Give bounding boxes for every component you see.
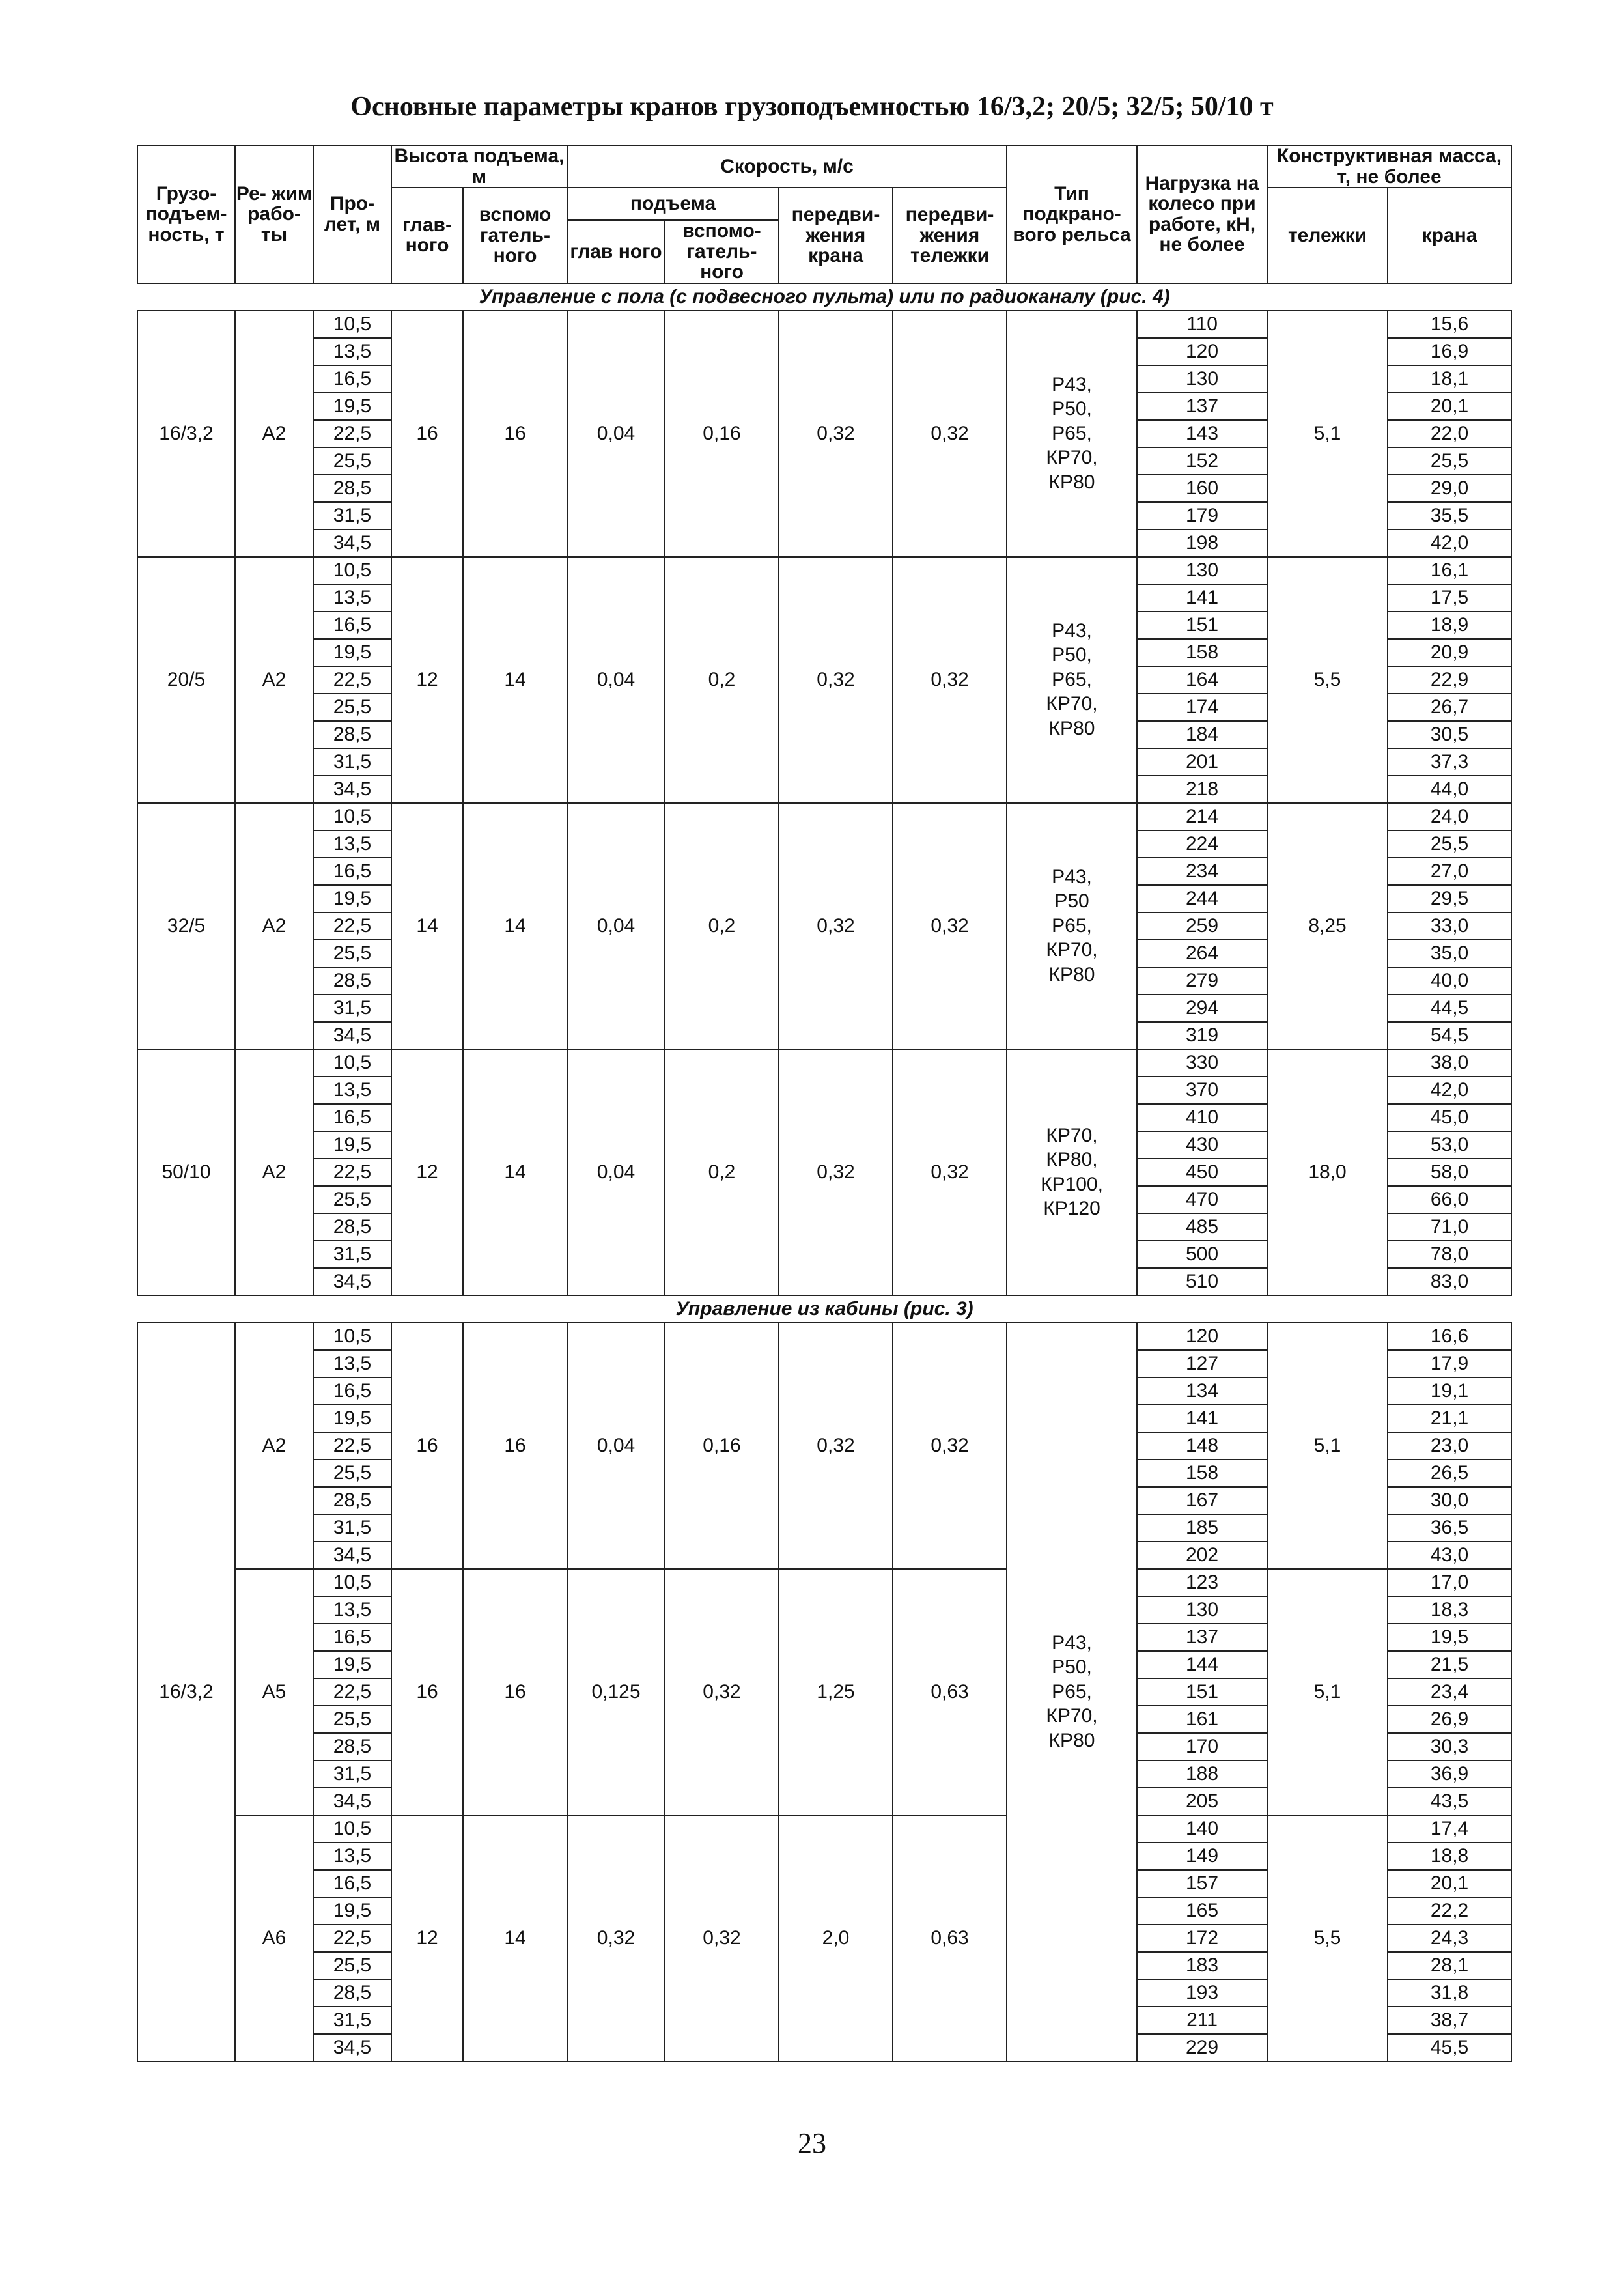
span-cell: 34,5 xyxy=(313,2034,391,2061)
mass-crane-cell: 30,5 xyxy=(1388,721,1511,748)
span-cell: 31,5 xyxy=(313,1514,391,1542)
mass-trolley-cell: 18,0 xyxy=(1267,1049,1388,1295)
height-aux-cell: 14 xyxy=(463,1049,567,1295)
span-cell: 34,5 xyxy=(313,1542,391,1569)
page-number: 23 xyxy=(798,2127,826,2159)
wheel-load-cell: 157 xyxy=(1137,1870,1267,1897)
mass-crane-cell: 54,5 xyxy=(1388,1022,1511,1049)
header-speed-trolley: передви- жения тележки xyxy=(893,188,1007,283)
mass-crane-cell: 17,9 xyxy=(1388,1350,1511,1377)
wheel-load-cell: 294 xyxy=(1137,995,1267,1022)
speed-trolley-cell: 0,32 xyxy=(893,1323,1007,1569)
wheel-load-cell: 218 xyxy=(1137,776,1267,803)
span-cell: 13,5 xyxy=(313,1596,391,1624)
span-cell: 28,5 xyxy=(313,475,391,502)
mass-crane-cell: 35,5 xyxy=(1388,502,1511,530)
mass-crane-cell: 66,0 xyxy=(1388,1186,1511,1213)
wheel-load-cell: 130 xyxy=(1137,557,1267,584)
height-main-cell: 14 xyxy=(391,803,463,1049)
header-mass-trolley: тележки xyxy=(1267,188,1388,283)
mass-crane-cell: 23,4 xyxy=(1388,1678,1511,1706)
wheel-load-cell: 244 xyxy=(1137,885,1267,912)
wheel-load-cell: 167 xyxy=(1137,1487,1267,1514)
span-cell: 25,5 xyxy=(313,447,391,475)
wheel-load-cell: 164 xyxy=(1137,666,1267,694)
span-cell: 10,5 xyxy=(313,1815,391,1843)
wheel-load-cell: 319 xyxy=(1137,1022,1267,1049)
mass-crane-cell: 36,5 xyxy=(1388,1514,1511,1542)
header-span: Про- лет, м xyxy=(313,145,391,283)
height-aux-cell: 14 xyxy=(463,803,567,1049)
speed-lift-main-cell: 0,04 xyxy=(567,1049,665,1295)
wheel-load-cell: 193 xyxy=(1137,1979,1267,2007)
wheel-load-cell: 279 xyxy=(1137,967,1267,995)
span-cell: 22,5 xyxy=(313,666,391,694)
speed-crane-cell: 0,32 xyxy=(779,557,893,803)
section-caption: Управление с пола (с подвесного пульта) или по радиоканалу (рис. 4) xyxy=(137,283,1511,311)
rail-type-cell: КР70, КР80, КР100, КР120 xyxy=(1007,1049,1137,1295)
span-cell: 10,5 xyxy=(313,557,391,584)
speed-trolley-cell: 0,32 xyxy=(893,803,1007,1049)
span-cell: 28,5 xyxy=(313,1213,391,1241)
span-cell: 22,5 xyxy=(313,912,391,940)
mass-crane-cell: 25,5 xyxy=(1388,447,1511,475)
header-speed-lift-aux: вспомо- гатель- ного xyxy=(665,220,779,283)
wheel-load-cell: 229 xyxy=(1137,2034,1267,2061)
mass-crane-cell: 58,0 xyxy=(1388,1159,1511,1186)
mass-crane-cell: 23,0 xyxy=(1388,1432,1511,1460)
header-mass: Конструктивная масса, т, не более xyxy=(1267,145,1511,188)
span-cell: 31,5 xyxy=(313,995,391,1022)
wheel-load-cell: 110 xyxy=(1137,311,1267,338)
height-aux-cell: 14 xyxy=(463,557,567,803)
mass-crane-cell: 44,5 xyxy=(1388,995,1511,1022)
span-cell: 19,5 xyxy=(313,393,391,420)
page-title: Основные параметры кранов грузоподъемностью 16/3,2; 20/5; 32/5; 50/10 т xyxy=(350,92,1274,122)
wheel-load-cell: 174 xyxy=(1137,694,1267,721)
mass-crane-cell: 33,0 xyxy=(1388,912,1511,940)
wheel-load-cell: 264 xyxy=(1137,940,1267,967)
speed-trolley-cell: 0,32 xyxy=(893,1049,1007,1295)
wheel-load-cell: 234 xyxy=(1137,858,1267,885)
span-cell: 19,5 xyxy=(313,1651,391,1678)
height-main-cell: 12 xyxy=(391,1049,463,1295)
mass-crane-cell: 30,0 xyxy=(1388,1487,1511,1514)
mass-crane-cell: 15,6 xyxy=(1388,311,1511,338)
wheel-load-cell: 184 xyxy=(1137,721,1267,748)
span-cell: 28,5 xyxy=(313,721,391,748)
span-cell: 13,5 xyxy=(313,1843,391,1870)
wheel-load-cell: 134 xyxy=(1137,1377,1267,1405)
span-cell: 10,5 xyxy=(313,1049,391,1077)
mass-crane-cell: 45,5 xyxy=(1388,2034,1511,2061)
wheel-load-cell: 185 xyxy=(1137,1514,1267,1542)
mass-crane-cell: 22,9 xyxy=(1388,666,1511,694)
mass-crane-cell: 35,0 xyxy=(1388,940,1511,967)
header-speed: Скорость, м/с xyxy=(567,145,1007,188)
wheel-load-cell: 149 xyxy=(1137,1843,1267,1870)
mass-crane-cell: 71,0 xyxy=(1388,1213,1511,1241)
span-cell: 19,5 xyxy=(313,639,391,666)
wheel-load-cell: 130 xyxy=(1137,365,1267,393)
wheel-load-cell: 500 xyxy=(1137,1241,1267,1268)
mass-crane-cell: 20,1 xyxy=(1388,393,1511,420)
table-row xyxy=(137,1323,1511,1350)
wheel-load-cell: 151 xyxy=(1137,612,1267,639)
span-cell: 16,5 xyxy=(313,1377,391,1405)
speed-crane-cell: 0,32 xyxy=(779,1049,893,1295)
wheel-load-cell: 485 xyxy=(1137,1213,1267,1241)
mass-crane-cell: 36,9 xyxy=(1388,1760,1511,1788)
mass-crane-cell: 45,0 xyxy=(1388,1104,1511,1131)
span-cell: 10,5 xyxy=(313,1323,391,1350)
speed-lift-main-cell: 0,32 xyxy=(567,1815,665,2061)
wheel-load-cell: 137 xyxy=(1137,393,1267,420)
wheel-load-cell: 130 xyxy=(1137,1596,1267,1624)
mass-crane-cell: 18,8 xyxy=(1388,1843,1511,1870)
mass-crane-cell: 30,3 xyxy=(1388,1733,1511,1760)
mass-crane-cell: 21,5 xyxy=(1388,1651,1511,1678)
wheel-load-cell: 330 xyxy=(1137,1049,1267,1077)
table-row xyxy=(137,311,1511,338)
mass-crane-cell: 21,1 xyxy=(1388,1405,1511,1432)
wheel-load-cell: 148 xyxy=(1137,1432,1267,1460)
wheel-load-cell: 123 xyxy=(1137,1569,1267,1596)
mass-crane-cell: 29,5 xyxy=(1388,885,1511,912)
mass-crane-cell: 31,8 xyxy=(1388,1979,1511,2007)
span-cell: 22,5 xyxy=(313,1432,391,1460)
span-cell: 13,5 xyxy=(313,830,391,858)
mass-crane-cell: 26,5 xyxy=(1388,1460,1511,1487)
mass-crane-cell: 22,2 xyxy=(1388,1897,1511,1925)
mass-crane-cell: 19,1 xyxy=(1388,1377,1511,1405)
wheel-load-cell: 141 xyxy=(1137,1405,1267,1432)
mode-cell: А6 xyxy=(235,1815,313,2061)
header-mass-crane: крана xyxy=(1388,188,1511,283)
span-cell: 10,5 xyxy=(313,803,391,830)
span-cell: 16,5 xyxy=(313,1624,391,1651)
wheel-load-cell: 370 xyxy=(1137,1077,1267,1104)
mass-crane-cell: 20,9 xyxy=(1388,639,1511,666)
speed-lift-main-cell: 0,125 xyxy=(567,1569,665,1815)
header-load: Нагрузка на колесо при работе, кН, не более xyxy=(1137,145,1267,283)
mass-crane-cell: 78,0 xyxy=(1388,1241,1511,1268)
header-height-main: глав- ного xyxy=(391,188,463,283)
span-cell: 16,5 xyxy=(313,1104,391,1131)
capacity-cell: 16/3,2 xyxy=(137,311,235,557)
wheel-load-cell: 198 xyxy=(1137,530,1267,557)
mass-crane-cell: 19,5 xyxy=(1388,1624,1511,1651)
span-cell: 34,5 xyxy=(313,1022,391,1049)
wheel-load-cell: 120 xyxy=(1137,338,1267,365)
wheel-load-cell: 141 xyxy=(1137,584,1267,612)
speed-crane-cell: 2,0 xyxy=(779,1815,893,2061)
mass-crane-cell: 24,0 xyxy=(1388,803,1511,830)
speed-crane-cell: 0,32 xyxy=(779,803,893,1049)
rail-type-cell: Р43, Р50, Р65, КР70, КР80 xyxy=(1007,311,1137,557)
mode-cell: А2 xyxy=(235,803,313,1049)
header-speed-lift: подъема xyxy=(567,188,779,220)
span-cell: 28,5 xyxy=(313,1733,391,1760)
mass-crane-cell: 20,1 xyxy=(1388,1870,1511,1897)
span-cell: 10,5 xyxy=(313,311,391,338)
mass-crane-cell: 24,3 xyxy=(1388,1925,1511,1952)
capacity-cell: 50/10 xyxy=(137,1049,235,1295)
height-main-cell: 12 xyxy=(391,557,463,803)
mass-crane-cell: 43,5 xyxy=(1388,1788,1511,1815)
mass-crane-cell: 26,7 xyxy=(1388,694,1511,721)
mass-trolley-cell: 5,5 xyxy=(1267,557,1388,803)
mass-crane-cell: 18,9 xyxy=(1388,612,1511,639)
speed-crane-cell: 0,32 xyxy=(779,311,893,557)
speed-lift-main-cell: 0,04 xyxy=(567,1323,665,1569)
mass-crane-cell: 16,6 xyxy=(1388,1323,1511,1350)
speed-lift-aux-cell: 0,2 xyxy=(665,1049,779,1295)
capacity-cell: 32/5 xyxy=(137,803,235,1049)
span-cell: 25,5 xyxy=(313,1706,391,1733)
header-speed-lift-main: глав ного xyxy=(567,220,665,283)
capacity-cell: 16/3,2 xyxy=(137,1323,235,2061)
span-cell: 19,5 xyxy=(313,885,391,912)
capacity-cell: 20/5 xyxy=(137,557,235,803)
wheel-load-cell: 144 xyxy=(1137,1651,1267,1678)
header-capacity: Грузо- подъем- ность, т xyxy=(137,145,235,283)
height-aux-cell: 16 xyxy=(463,311,567,557)
span-cell: 25,5 xyxy=(313,1460,391,1487)
span-cell: 28,5 xyxy=(313,967,391,995)
height-aux-cell: 16 xyxy=(463,1323,567,1569)
span-cell: 13,5 xyxy=(313,338,391,365)
span-cell: 25,5 xyxy=(313,1952,391,1979)
span-cell: 25,5 xyxy=(313,940,391,967)
table-row xyxy=(137,803,1511,830)
wheel-load-cell: 158 xyxy=(1137,1460,1267,1487)
wheel-load-cell: 259 xyxy=(1137,912,1267,940)
section-caption: Управление из кабины (рис. 3) xyxy=(137,1295,1511,1323)
wheel-load-cell: 158 xyxy=(1137,639,1267,666)
speed-trolley-cell: 0,63 xyxy=(893,1569,1007,1815)
mass-trolley-cell: 5,1 xyxy=(1267,1323,1388,1569)
speed-crane-cell: 1,25 xyxy=(779,1569,893,1815)
span-cell: 19,5 xyxy=(313,1131,391,1159)
section-caption-row xyxy=(137,1295,1511,1323)
span-cell: 10,5 xyxy=(313,1569,391,1596)
header-mode: Ре- жим рабо- ты xyxy=(235,145,313,283)
speed-lift-aux-cell: 0,32 xyxy=(665,1815,779,2061)
mass-trolley-cell: 5,1 xyxy=(1267,311,1388,557)
wheel-load-cell: 140 xyxy=(1137,1815,1267,1843)
height-main-cell: 16 xyxy=(391,1323,463,1569)
mass-crane-cell: 27,0 xyxy=(1388,858,1511,885)
wheel-load-cell: 127 xyxy=(1137,1350,1267,1377)
mass-crane-cell: 17,5 xyxy=(1388,584,1511,612)
span-cell: 22,5 xyxy=(313,1159,391,1186)
span-cell: 19,5 xyxy=(313,1897,391,1925)
mode-cell: А2 xyxy=(235,311,313,557)
span-cell: 31,5 xyxy=(313,1241,391,1268)
mass-crane-cell: 26,9 xyxy=(1388,1706,1511,1733)
mass-crane-cell: 18,3 xyxy=(1388,1596,1511,1624)
span-cell: 34,5 xyxy=(313,1268,391,1295)
mass-trolley-cell: 8,25 xyxy=(1267,803,1388,1049)
wheel-load-cell: 152 xyxy=(1137,447,1267,475)
wheel-load-cell: 165 xyxy=(1137,1897,1267,1925)
mass-crane-cell: 53,0 xyxy=(1388,1131,1511,1159)
wheel-load-cell: 470 xyxy=(1137,1186,1267,1213)
mass-crane-cell: 16,9 xyxy=(1388,338,1511,365)
rail-type-cell: Р43, Р50, Р65, КР70, КР80 xyxy=(1007,557,1137,803)
span-cell: 34,5 xyxy=(313,530,391,557)
mass-crane-cell: 37,3 xyxy=(1388,748,1511,776)
wheel-load-cell: 410 xyxy=(1137,1104,1267,1131)
span-cell: 16,5 xyxy=(313,365,391,393)
speed-trolley-cell: 0,32 xyxy=(893,311,1007,557)
mode-cell: А2 xyxy=(235,557,313,803)
speed-lift-main-cell: 0,04 xyxy=(567,311,665,557)
span-cell: 34,5 xyxy=(313,1788,391,1815)
speed-crane-cell: 0,32 xyxy=(779,1323,893,1569)
span-cell: 13,5 xyxy=(313,1077,391,1104)
wheel-load-cell: 205 xyxy=(1137,1788,1267,1815)
header-height: Высота подъема, м xyxy=(391,145,567,188)
span-cell: 22,5 xyxy=(313,1678,391,1706)
table-header xyxy=(137,145,1511,283)
table-body xyxy=(137,283,1511,2061)
speed-lift-aux-cell: 0,16 xyxy=(665,311,779,557)
mass-crane-cell: 83,0 xyxy=(1388,1268,1511,1295)
speed-lift-aux-cell: 0,16 xyxy=(665,1323,779,1569)
mass-crane-cell: 44,0 xyxy=(1388,776,1511,803)
height-main-cell: 12 xyxy=(391,1815,463,2061)
mass-crane-cell: 40,0 xyxy=(1388,967,1511,995)
wheel-load-cell: 201 xyxy=(1137,748,1267,776)
wheel-load-cell: 510 xyxy=(1137,1268,1267,1295)
speed-lift-aux-cell: 0,32 xyxy=(665,1569,779,1815)
mass-crane-cell: 25,5 xyxy=(1388,830,1511,858)
wheel-load-cell: 160 xyxy=(1137,475,1267,502)
wheel-load-cell: 202 xyxy=(1137,1542,1267,1569)
mass-crane-cell: 42,0 xyxy=(1388,1077,1511,1104)
mass-crane-cell: 17,0 xyxy=(1388,1569,1511,1596)
wheel-load-cell: 161 xyxy=(1137,1706,1267,1733)
table-row xyxy=(137,1815,1511,1843)
wheel-load-cell: 172 xyxy=(1137,1925,1267,1952)
rail-type-cell: Р43, Р50, Р65, КР70, КР80 xyxy=(1007,1323,1137,2061)
mass-crane-cell: 22,0 xyxy=(1388,420,1511,447)
span-cell: 31,5 xyxy=(313,502,391,530)
speed-trolley-cell: 0,32 xyxy=(893,557,1007,803)
span-cell: 22,5 xyxy=(313,420,391,447)
speed-lift-aux-cell: 0,2 xyxy=(665,557,779,803)
mass-crane-cell: 18,1 xyxy=(1388,365,1511,393)
mass-crane-cell: 28,1 xyxy=(1388,1952,1511,1979)
header-speed-crane: передви- жения крана xyxy=(779,188,893,283)
table-row xyxy=(137,1569,1511,1596)
mass-trolley-cell: 5,1 xyxy=(1267,1569,1388,1815)
header-height-aux: вспомо гатель- ного xyxy=(463,188,567,283)
wheel-load-cell: 188 xyxy=(1137,1760,1267,1788)
span-cell: 31,5 xyxy=(313,2007,391,2034)
span-cell: 16,5 xyxy=(313,612,391,639)
wheel-load-cell: 450 xyxy=(1137,1159,1267,1186)
span-cell: 31,5 xyxy=(313,748,391,776)
mass-crane-cell: 38,7 xyxy=(1388,2007,1511,2034)
wheel-load-cell: 214 xyxy=(1137,803,1267,830)
mass-crane-cell: 42,0 xyxy=(1388,530,1511,557)
span-cell: 13,5 xyxy=(313,1350,391,1377)
wheel-load-cell: 430 xyxy=(1137,1131,1267,1159)
mass-crane-cell: 16,1 xyxy=(1388,557,1511,584)
section-caption-row xyxy=(137,283,1511,311)
wheel-load-cell: 224 xyxy=(1137,830,1267,858)
wheel-load-cell: 151 xyxy=(1137,1678,1267,1706)
table-row xyxy=(137,557,1511,584)
span-cell: 28,5 xyxy=(313,1979,391,2007)
speed-lift-main-cell: 0,04 xyxy=(567,803,665,1049)
mass-crane-cell: 17,4 xyxy=(1388,1815,1511,1843)
height-aux-cell: 16 xyxy=(463,1569,567,1815)
wheel-load-cell: 137 xyxy=(1137,1624,1267,1651)
span-cell: 25,5 xyxy=(313,694,391,721)
wheel-load-cell: 120 xyxy=(1137,1323,1267,1350)
wheel-load-cell: 143 xyxy=(1137,420,1267,447)
mode-cell: А2 xyxy=(235,1049,313,1295)
mass-crane-cell: 29,0 xyxy=(1388,475,1511,502)
header-rail: Тип подкрано- вого рельса xyxy=(1007,145,1137,283)
height-main-cell: 16 xyxy=(391,311,463,557)
span-cell: 22,5 xyxy=(313,1925,391,1952)
height-aux-cell: 14 xyxy=(463,1815,567,2061)
mass-crane-cell: 38,0 xyxy=(1388,1049,1511,1077)
wheel-load-cell: 170 xyxy=(1137,1733,1267,1760)
table-row xyxy=(137,1049,1511,1077)
mode-cell: А5 xyxy=(235,1569,313,1815)
mode-cell: А2 xyxy=(235,1323,313,1569)
height-main-cell: 16 xyxy=(391,1569,463,1815)
wheel-load-cell: 183 xyxy=(1137,1952,1267,1979)
span-cell: 25,5 xyxy=(313,1186,391,1213)
speed-trolley-cell: 0,63 xyxy=(893,1815,1007,2061)
span-cell: 34,5 xyxy=(313,776,391,803)
crane-parameters-table xyxy=(137,145,1512,2062)
mass-crane-cell: 43,0 xyxy=(1388,1542,1511,1569)
speed-lift-aux-cell: 0,2 xyxy=(665,803,779,1049)
mass-trolley-cell: 5,5 xyxy=(1267,1815,1388,2061)
span-cell: 16,5 xyxy=(313,1870,391,1897)
span-cell: 13,5 xyxy=(313,584,391,612)
speed-lift-main-cell: 0,04 xyxy=(567,557,665,803)
rail-type-cell: Р43, Р50 Р65, КР70, КР80 xyxy=(1007,803,1137,1049)
span-cell: 28,5 xyxy=(313,1487,391,1514)
span-cell: 16,5 xyxy=(313,858,391,885)
span-cell: 31,5 xyxy=(313,1760,391,1788)
span-cell: 19,5 xyxy=(313,1405,391,1432)
wheel-load-cell: 211 xyxy=(1137,2007,1267,2034)
wheel-load-cell: 179 xyxy=(1137,502,1267,530)
